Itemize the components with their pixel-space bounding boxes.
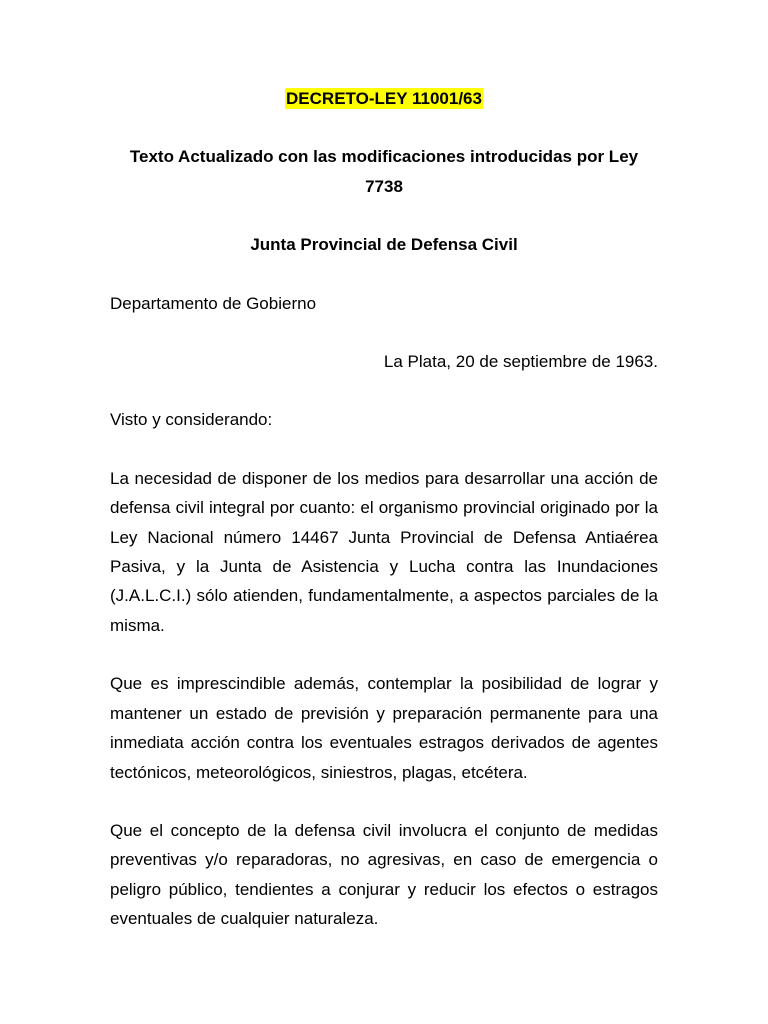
title-highlight: DECRETO-LEY 11001/63: [286, 89, 482, 108]
paragraph: La necesidad de disponer de los medios para desarrollar una acción de defensa civil integral por cuanto: el organismo provincial originado por la Ley Nacional número 14467 Junta Provincial de Defensa Antiaérea Pasiva, y la Junta de Asistencia y Lucha contra las Inundaciones (J.A.L.C.I.) sólo atienden, fundamentalmente, a aspectos parciales de la misma.: [110, 468, 658, 635]
paragraph: Que es imprescindible además, contemplar la posibilidad de lograr y mantener un estado de previsión y preparación permanente para una inmediata acción contra los eventuales estragos derivados de agentes tectónicos, meteorológicos, siniestros, plagas, etcétera.: [110, 674, 658, 782]
document-body: [110, 84, 658, 934]
intro-line: Visto y considerando:: [110, 410, 273, 430]
dateline: La Plata, 20 de septiembre de 1963.: [383, 352, 658, 372]
section-heading: Junta Provincial de Defensa Civil: [250, 235, 518, 255]
document-subtitle: Texto Actualizado con las modificaciones introducidas por Ley 7738: [129, 147, 639, 196]
document-title: [110, 84, 658, 113]
department-line: Departamento de Gobierno: [110, 293, 317, 313]
paragraph: Que el concepto de la defensa civil involucra el conjunto de medidas preventivas y/o reparadoras, no agresivas, en caso de emergencia o peligro público, tendientes a conjurar y reducir los efectos o estragos eventuales de cualquier naturaleza.: [110, 820, 658, 929]
